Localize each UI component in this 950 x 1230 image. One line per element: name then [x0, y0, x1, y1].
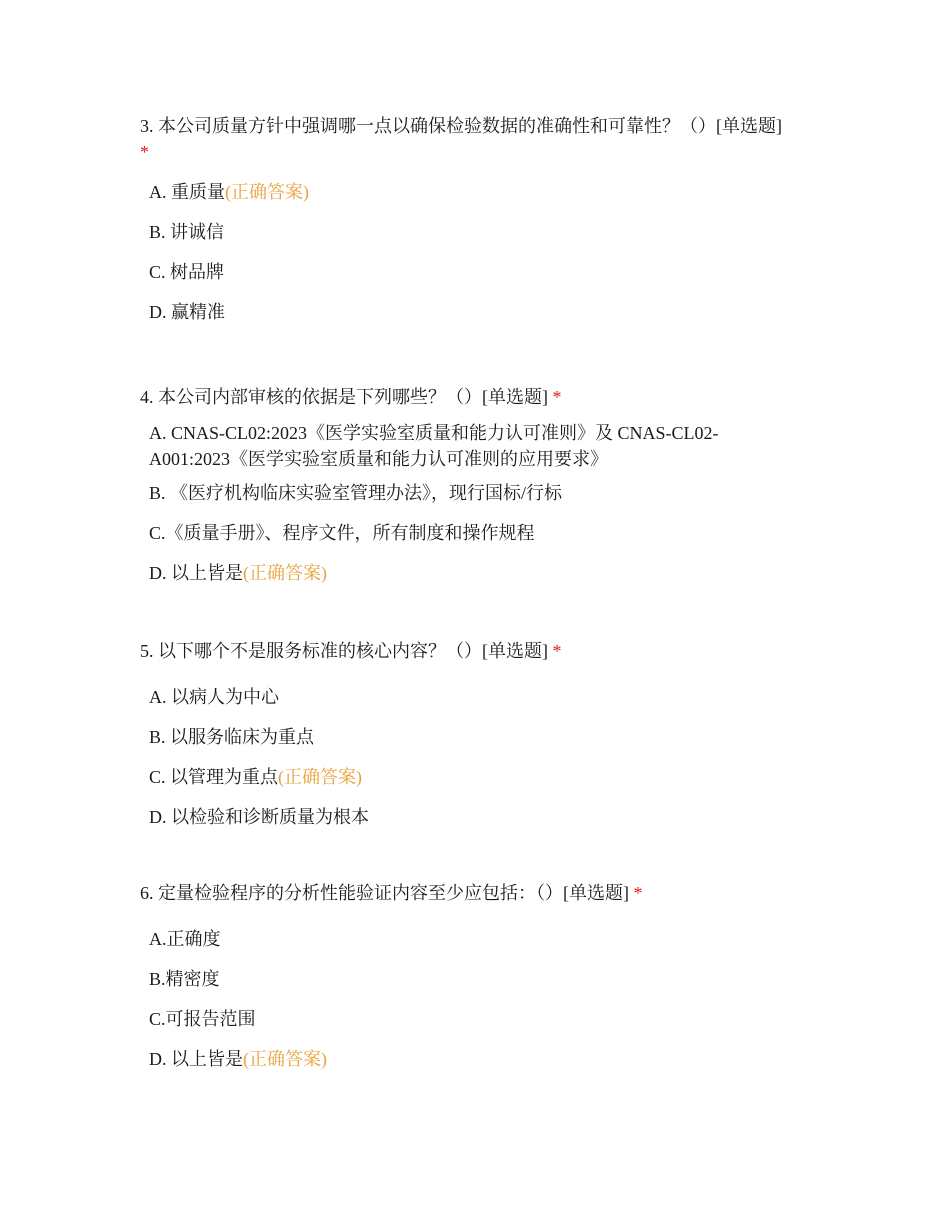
- option-c[interactable]: C. 树品牌: [149, 262, 225, 282]
- option-d[interactable]: D. 赢精准: [149, 302, 225, 322]
- question-title-text: 4. 本公司内部审核的依据是下列哪些？（）[单选题]: [140, 387, 548, 407]
- option-a[interactable]: A.正确度: [149, 929, 221, 949]
- required-marker: *: [552, 641, 562, 661]
- option-d[interactable]: D. 以上皆是(正确答案): [149, 563, 327, 583]
- question-6: [140, 880, 820, 1086]
- option-c[interactable]: C. 以管理为重点(正确答案): [149, 767, 363, 787]
- option-d[interactable]: D. 以检验和诊断质量为根本: [149, 807, 369, 827]
- correct-answer-label: (正确答案): [278, 767, 363, 787]
- question-4: [140, 384, 820, 600]
- required-marker: *: [552, 387, 562, 407]
- options-list: [140, 926, 820, 1072]
- correct-answer-label: (正确答案): [243, 563, 327, 583]
- option-a[interactable]: A. 重质量(正确答案): [149, 182, 309, 202]
- question-title: [140, 384, 820, 410]
- option-c[interactable]: C.《质量手册》、程序文件，所有制度和操作规程: [149, 523, 535, 543]
- question-3: [140, 113, 820, 339]
- option-b[interactable]: B.精密度: [149, 969, 220, 989]
- required-marker: *: [140, 142, 149, 162]
- question-title-text: 6. 定量检验程序的分析性能验证内容至少应包括：（）[单选题]: [140, 883, 629, 903]
- option-c[interactable]: C.可报告范围: [149, 1009, 256, 1029]
- option-b[interactable]: B. 《医疗机构临床实验室管理办法》，现行国标/行标: [149, 483, 563, 503]
- option-b[interactable]: B. 讲诚信: [149, 222, 225, 242]
- question-5: [140, 638, 820, 844]
- required-marker: *: [633, 883, 643, 903]
- correct-answer-label: (正确答案): [225, 182, 309, 202]
- option-d[interactable]: D. 以上皆是(正确答案): [149, 1049, 327, 1069]
- question-title: [140, 880, 820, 906]
- question-title: [140, 638, 820, 664]
- option-a[interactable]: A. CNAS-CL02:2023《医学实验室质量和能力认可准则》及 CNAS-CL02-A001:2023《医学实验室质量和能力认可准则的应用要求》: [149, 423, 719, 469]
- correct-answer-label: (正确答案): [243, 1049, 327, 1069]
- question-title-text: 3. 本公司质量方针中强调哪一点以确保检验数据的准确性和可靠性？（）[单选题]: [140, 116, 782, 136]
- options-list: [140, 684, 820, 830]
- question-title: [140, 113, 820, 165]
- option-a[interactable]: A. 以病人为中心: [149, 687, 279, 707]
- options-list: [140, 179, 820, 325]
- options-list: [140, 420, 820, 586]
- option-b[interactable]: B. 以服务临床为重点: [149, 727, 315, 747]
- question-title-text: 5. 以下哪个不是服务标准的核心内容？（）[单选题]: [140, 641, 548, 661]
